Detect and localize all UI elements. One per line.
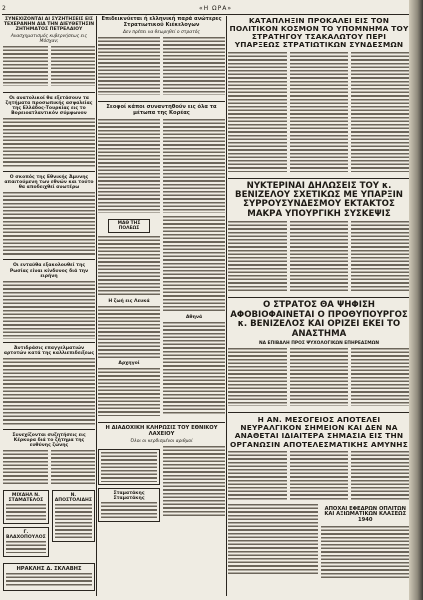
article-body	[3, 281, 95, 339]
article-body	[3, 358, 95, 426]
article-body	[3, 192, 95, 256]
page-number: 2	[2, 4, 6, 12]
masthead: «Η ΩΡΑ»	[198, 4, 233, 12]
article-subhead: ΝΑ ΕΠΙΒΑΛΗ ΠΡΟΣ ΨΥΧΟΛΟΓΙΚΩΝ ΕΠΗΡΕΑΣΜΩΝ	[258, 341, 380, 347]
article-headline: Σεοφοί κάποι συναντηθούν εις όλα τα μέτωπα της Κορέας	[106, 104, 217, 117]
article-subhead: Δεν πρέπει να θεωρηθεί ο στρατός	[122, 30, 200, 36]
binding-spine	[409, 0, 423, 600]
article-headline: Συνεχίζονται συζητήσεις εις Κέρκυρα διά το ζήτημα της ευθύνης ζώνης	[12, 432, 86, 448]
advertisement: ΗΡΑΚΛΗΣ Δ. ΣΚΛΑΒΗΣ	[3, 563, 95, 591]
article-headline: ΚΑΤΑΠΛΗΞΙΝ ΠΡΟΚΑΛΕΙ ΕΙΣ ΤΟΝ ΠΟΛΙΤΙΚΟΝ ΚΟΣΜΟΝ ΤΟ ΥΠΟΜΝΗΜΑ ΤΟΥ ΣΤΡΑΤΗΓΟΥ ΤΣΑΚΑΛΩΤΟΥ ΠΕΡΙ ΥΠΑΡΞΕΩΣ ΣΤΡΑΤΙΩΤΙΚΩΝ ΣΥΝΔΕΣΜΩΝ	[229, 16, 409, 50]
section-head: ΜΑΘ ΤΗΣ ΠΟΛΕΩΣ	[108, 219, 150, 233]
column-2	[98, 14, 225, 596]
advertisements	[3, 487, 95, 560]
article-body	[163, 446, 225, 516]
article-headline: ΝΥΚΤΕΡΙΝΑΙ ΔΗΛΩΣΕΙΣ ΤΟΥ κ. ΒΕΝΙΖΕΛΟΥ ΣΧΕΤΙΚΩΣ ΜΕ ΥΠΑΡΞΙΝ ΣΥΡΡΟΥΣΥΝΔΕΣΜΟΥ ΕΚΤΑΚΤΟΣ ΜΑΚΡΑ ΥΠΟΥΡΓΙΚΗ ΣΥΣΚΕΨΙΣ	[235, 180, 403, 219]
article-headline: Αθηνά	[185, 314, 203, 320]
advertisement: Ν. ΑΠΟΣΤΟΛΙΔΗΣ	[52, 490, 95, 542]
article-body	[228, 348, 410, 409]
article-body	[228, 52, 410, 175]
article-body	[163, 322, 225, 414]
article-body	[98, 119, 225, 216]
article-headline: Η ΔΙΑΔΟΧΙΚΗ ΚΛΗΡΩΣΙΣ ΤΟΥ ΕΘΝΙΚΟΥ ΛΑΧΕΙΟΥ	[105, 424, 218, 437]
article-body	[3, 118, 95, 168]
article-body	[228, 221, 410, 294]
advertisement: Γ. ΒΛΑΧΟΠΟΥΛΟΣ	[3, 527, 49, 557]
article-body	[3, 46, 95, 89]
article-body	[163, 216, 225, 312]
lottery-box	[98, 449, 160, 485]
column-1	[3, 14, 95, 596]
article-headline: Άντιδράσις επαγγελματιών αρτοτών κατά της καλλιεπιδειξεως	[3, 345, 95, 356]
article-body	[98, 368, 160, 416]
article-headline: Η ζωή εις Λευκά	[108, 298, 150, 304]
advertisement: ΜΙΧΑΗΛ Ν. ΣΤΑΜΑΤΕΛΟΣ	[3, 490, 49, 524]
article-headline: Ο ΣΤΡΑΤΟΣ ΘΑ ΨΗΦΙΣΗ ΑΦΟΒΙΟΦΑΙΝΕΤΑΙ Ο ΠΡΟΘΥΠΟΥΡΓΟΣ κ. ΒΕΝΙΖΕΛΟΣ ΚΑΙ ΟΡΙΖΕΙ ΕΚΕΙ ΤΟ ΑΝΑΣΤΗΜΑ	[230, 300, 408, 339]
article-headline: Αρχηγοί	[118, 360, 140, 366]
page-header	[2, 2, 409, 14]
article-headline: ΑΠΟΧΑΙ ΕΦΕΔΡΩΝ ΟΠΛΙΤΩΝ ΚΑΙ ΑΞΙΩΜΑΤΙΚΩΝ ΚΛΑΣΕΩΣ 1940	[324, 505, 407, 524]
article-body	[228, 504, 318, 574]
article-headline: ΣΥΝΕΧΙΖΟΝΤΑΙ ΑΙ ΣΥΖΗΤΗΣΕΙΣ ΕΙΣ ΤΕΧΕΡΑΝΗΝ ΔΙΑ ΤΗΝ ΔΙΕΥΘΕΤΗΣΙΝ ΖΗΤΗΜΑΤΟΣ ΠΕΤΡΕΛΑΙΟΥ	[3, 17, 95, 33]
article-body	[3, 450, 95, 487]
column-rule-2	[226, 16, 227, 596]
article-headline: Οι ενταύθα εξακολουθεί της Ρωσίας είναι κίνδυνος διά την ειρήνη	[9, 263, 89, 279]
column-rule-1	[96, 16, 97, 596]
article-subhead: Ανασχηματισμός κυβερνήσεως εις Μόσχαν;	[10, 34, 88, 45]
article-body	[98, 306, 160, 358]
article-headline: Ο σκοπός της Εθνικής Άμυνης απαιτούμενη των εθνών και τούτο θα αποδειχθεί ανωτέρω	[4, 175, 94, 191]
article-headline: Η ΑΝ. ΜΕΣΟΓΕΙΟΣ ΑΠΟΤΕΛΕΙ ΝΕΥΡΑΛΓΙΚΟΝ ΣΗΜΕΙΟΝ ΚΑΙ ΔΕΝ ΝΑ ΑΝΑΘΕΤΑΙ ΙΔΙΑΙΤΕΡΑ ΣΗΜΑΣΙΑ ΕΙΣ ΤΗΝ ΟΡΓΑΝΩΣΙΝ ΑΠΟΤΕΛΕΣΜΑΤΙΚΗΣ ΑΜΥΝΗΣ	[230, 415, 408, 449]
column-3	[228, 14, 410, 596]
advertisement: Σταματάκης Σταματάκης	[98, 488, 160, 522]
article-body	[98, 37, 225, 98]
article-subhead: Όλοι οι κερδισμένοι αριθμοί	[130, 439, 193, 445]
article-headline: Επιδεικνύεται ή ελληνική παρά ανώτερες Στρατιωτικού Κιέκελογων	[101, 16, 222, 28]
article-body	[98, 236, 160, 296]
article-body	[228, 451, 410, 504]
article-headline: Οι ανατολικοί θα εξετάσουν τα ζητήματα προσωπικής ασφαλείας της Ελλάδος-Τουρκίας εις το Βορειοατλαντικόν σύμφωνον	[5, 96, 93, 117]
article-body	[321, 526, 411, 578]
